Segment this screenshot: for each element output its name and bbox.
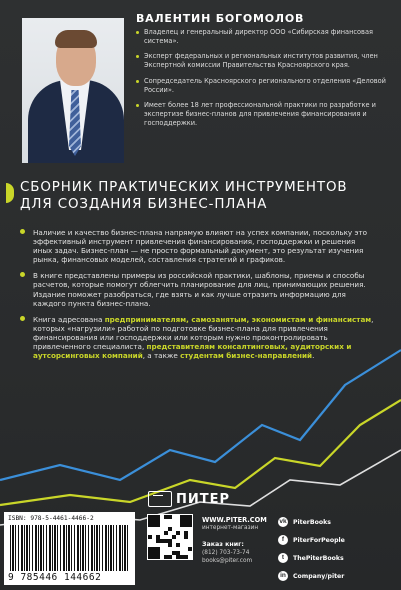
bio-item: Имеет более 18 лет профессиональной практики по разработке и экспертизе бизнес-планов для привлечения финансирования и господдержки.: [136, 101, 386, 128]
qr-module: [164, 531, 168, 535]
accent-marker: [6, 183, 14, 203]
paragraph-3-text: .: [312, 351, 315, 361]
paragraph-1-text: Наличие и качество бизнес-плана напрямую влияют на успех компании, поскольку это эффективный инструмент привлечения финансирования, господдержки и решения иных задач. Бизнес-план — не просто формальный документ, это результат изучения рынка, финансовых моделей, составления стратегий и графиков.: [33, 228, 368, 265]
social-label: Company/piter: [293, 572, 345, 580]
barcode-bars: [10, 525, 129, 571]
qr-module: [188, 523, 192, 527]
bio-item: Сопредседатель Красноярского регионального отделения «Деловой России».: [136, 77, 386, 95]
qr-module: [172, 535, 176, 539]
headline: [20, 180, 348, 213]
qr-module: [168, 543, 172, 547]
paragraph-2: [20, 271, 376, 307]
qr-module: [176, 543, 180, 547]
order-email[interactable]: books@piter.com: [202, 558, 253, 564]
social-link[interactable]: [278, 531, 345, 549]
social-link[interactable]: [278, 549, 345, 567]
social-link[interactable]: [278, 567, 345, 585]
order-label: Заказ книг:: [202, 541, 244, 548]
headline-line-1: СБОРНИК ПРАКТИЧЕСКИХ ИНСТРУМЕНТОВ: [20, 180, 348, 195]
paragraph-1: [20, 228, 376, 264]
qr-module: [184, 535, 188, 539]
isbn: ISBN: 978-5-4461-4466-2: [8, 515, 94, 522]
social-label: PiterBooks: [293, 518, 331, 526]
publisher-name: ПИТЕР: [176, 491, 231, 507]
publisher-logo: [148, 491, 230, 507]
author-name: ВАЛЕНТИН БОГОМОЛОВ: [136, 12, 305, 25]
qr-module: [168, 515, 172, 519]
paragraph-3-text: , которых «нагрузили» работой по подготовке бизнес-плана для привлечения финансирования или господдержки или которым нужно проконтролировать привлеченного специалиста,: [33, 314, 374, 352]
social-label: PiterForPeople: [293, 536, 345, 544]
vk-icon: vk: [279, 518, 287, 525]
bio-item: Владелец и генеральный директор ООО «Сибирская финансовая система».: [136, 28, 386, 46]
qr-module: [188, 547, 192, 551]
bullet-dot: [20, 229, 25, 234]
highlight-audience-2: представителям консалтинговых, аудиторских и аутсорсинговых компаний: [33, 342, 352, 361]
highlight-audience-3: студентам бизнес-направлений: [180, 351, 313, 361]
qr-module: [156, 523, 160, 527]
barcode-number: 9 785446 144662: [8, 572, 102, 583]
paragraph-2-text: В книге представлены примеры из российской практики, шаблоны, приемы и способы расчетов, которые помогут облегчить планирование для лиц, принимающих решения. Издание поможет разобраться, где взять и как лучше отразить информацию для каждого пункта бизнес-плана.: [33, 271, 366, 308]
shop-caption: интернет-магазин: [202, 525, 259, 531]
bio-item: Эксперт федеральных и региональных институтов развития, член Экспертной комиссии Правительства Красноярского края.: [136, 52, 386, 70]
qr-code[interactable]: [147, 514, 193, 560]
description: [20, 228, 376, 367]
company-icon: in: [278, 571, 288, 581]
bullet-dot: [20, 316, 25, 321]
social-label: ThePiterBooks: [293, 554, 344, 562]
paragraph-3-text: Книга адресована: [33, 314, 105, 324]
qr-module: [184, 555, 188, 559]
thepiterbooks-icon: t: [278, 553, 288, 563]
qr-module: [176, 531, 180, 535]
qr-module: [156, 555, 160, 559]
paragraph-3-text: , а также: [142, 351, 181, 361]
people-icon: f: [278, 535, 288, 545]
author-bio: [136, 28, 386, 134]
publisher-site[interactable]: WWW.PITER.COM: [202, 516, 267, 524]
highlight-audience-1: предпринимателям, самозанятым, экономистам и финансистам: [104, 314, 372, 324]
author-photo: [22, 18, 124, 163]
barcode: [4, 512, 135, 585]
order-phone: (812) 703-73-74: [202, 550, 250, 556]
headline-line-2: ДЛЯ СОЗДАНИЯ БИЗНЕС-ПЛАНА: [20, 196, 268, 212]
bullet-dot: [20, 272, 25, 277]
piter-logo-icon: [148, 491, 172, 507]
qr-module: [148, 535, 152, 539]
qr-module: [168, 527, 172, 531]
social-links: [278, 513, 345, 585]
qr-module: [168, 555, 172, 559]
paragraph-3: [20, 315, 376, 360]
social-link[interactable]: [278, 513, 345, 531]
